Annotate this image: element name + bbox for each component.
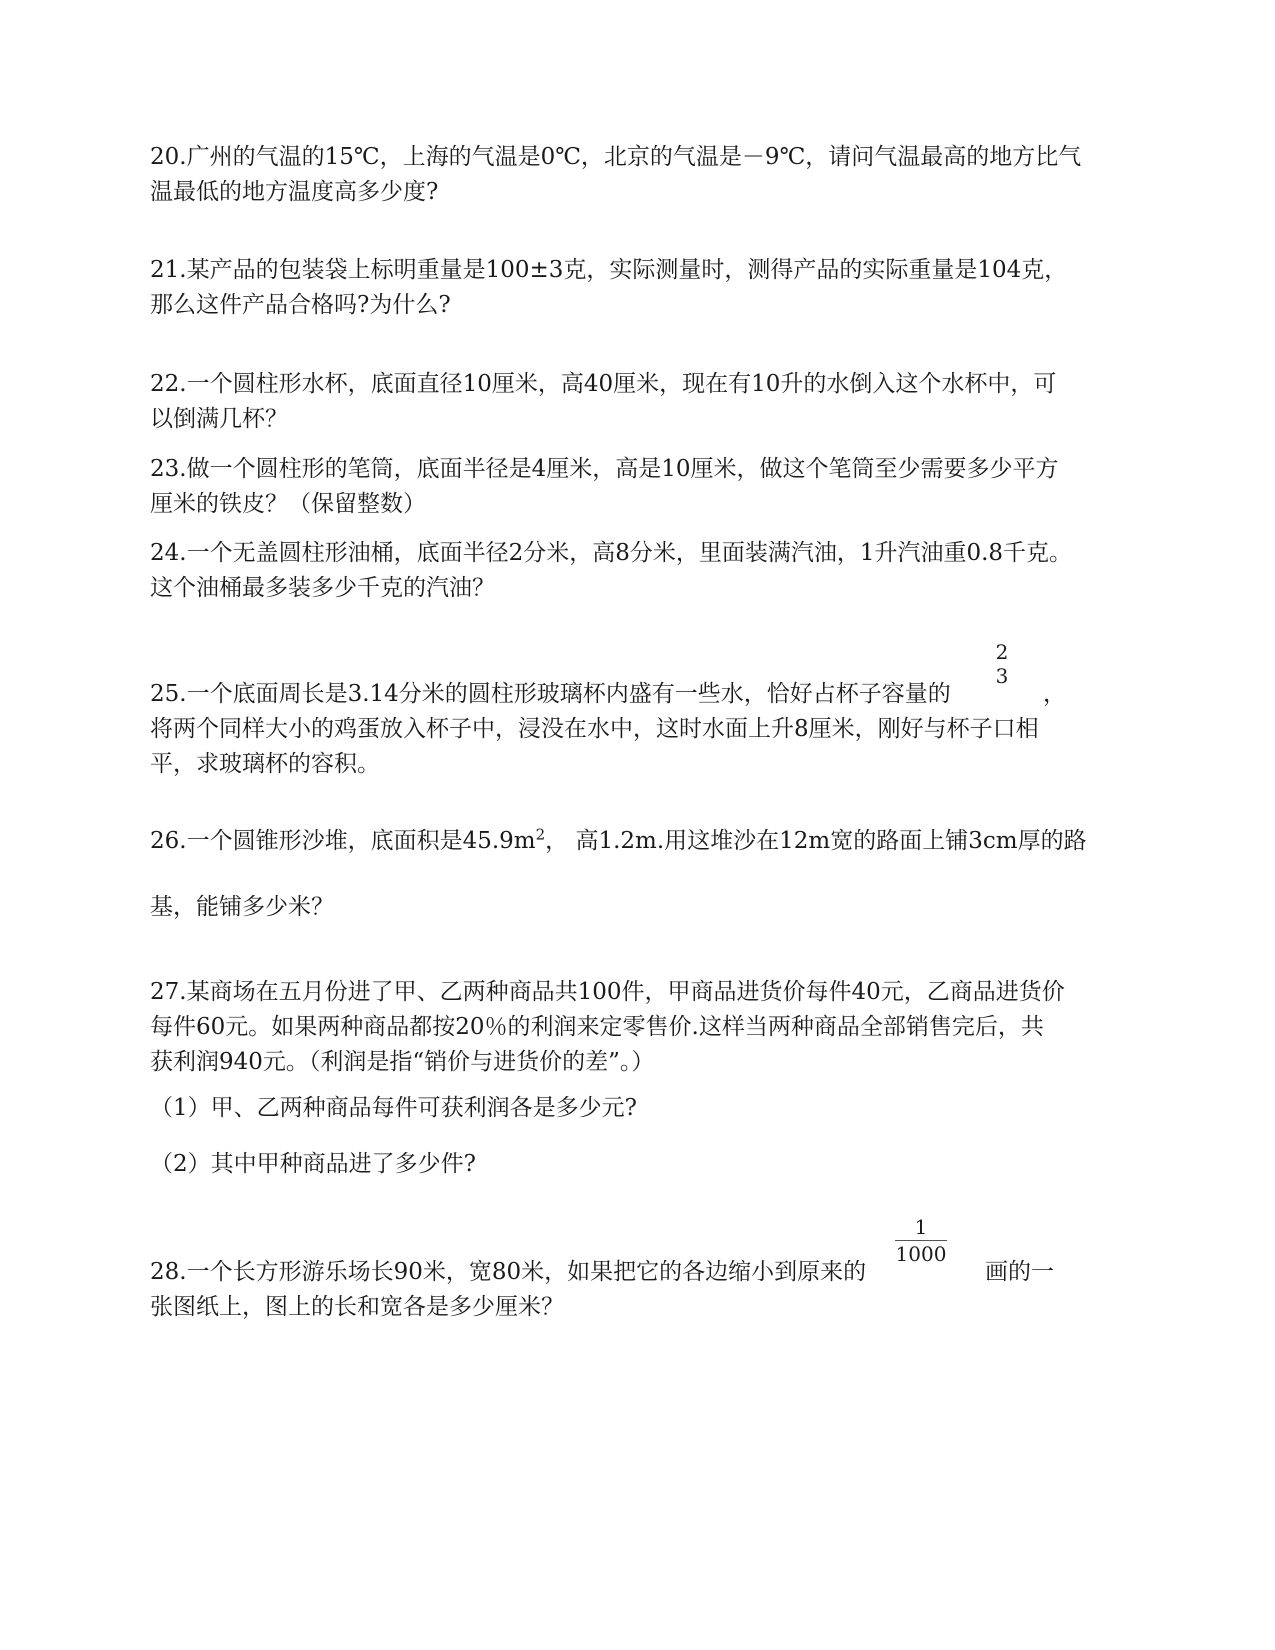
question-26-continued [150,890,1130,925]
question-28-line-2: 张图纸上，图上的长和宽各是多少厘米？ [150,1294,564,1320]
question-27-line-1: 27.某商场在五月份进了甲、乙两种商品共100件，甲商品进货价每件40元，乙商品进货价 [150,979,1065,1005]
question-23 [150,452,1130,522]
fraction-numerator: 2 [995,640,1009,664]
question-27-line-2: 每件60元。如果两种商品都按20％的利润来定零售价.这样当两种商品全部销售完后，共 [150,1014,1044,1040]
question-28-line-1 [150,1255,1130,1290]
question-26 [150,824,1130,859]
fraction-numerator: 1 [914,1215,928,1239]
question-22-line-2: 以倒满几杯？ [150,406,288,432]
question-27-sub-2-text: （2）其中甲种商品进了多少件? [150,1151,476,1177]
question-20 [150,140,1130,210]
superscript-2: 2 [535,825,546,844]
question-20-line-1: 20.广州的气温的15℃，上海的气温是0℃，北京的气温是－9℃，请问气温最高的地方比气 [150,144,1082,170]
fraction-denominator: 1000 [895,1242,947,1266]
question-22 [150,367,1130,437]
question-25 [150,677,1130,782]
question-24-line-2: 这个油桶最多装多少千克的汽油？ [150,575,495,601]
question-21-line-2: 那么这件产品合格吗?为什么? [150,292,451,318]
question-24 [150,536,1130,606]
question-25-line-2: 将两个同样大小的鸡蛋放入杯子中，浸没在水中，这时水面上升8厘米，刚好与杯子口相 [150,716,1039,742]
question-25-line-1 [150,677,1130,712]
question-23-line-1: 23.做一个圆柱形的笔筒，底面半径是4厘米，高是10厘米，做这个笔筒至少需要多少平方 [150,456,1059,482]
question-25-line-3: 平，求玻璃杯的容积。 [150,751,380,777]
question-24-line-1: 24.一个无盖圆柱形油桶，底面半径2分米，高8分米，里面装满汽油，1升汽油重0.8千克。 [150,540,1073,566]
question-28 [150,1255,1130,1325]
question-25-line-1-text: 25.一个底面周长是3.14分米的圆柱形玻璃杯内盛有一些水，恰好占杯子容量的 [150,681,951,707]
question-25-line-1-end: ， [1043,681,1066,707]
question-28-line-1-end: 画的一 [985,1259,1054,1285]
question-21 [150,253,1130,323]
question-27 [150,975,1130,1080]
question-20-line-2: 温最低的地方温度高多少度? [150,179,439,205]
question-22-line-1: 22.一个圆柱形水杯，底面直径10厘米，高40厘米，现在有10升的水倒入这个水杯中，可 [150,371,1057,397]
question-26-line-1-part-b: ， 高1.2m.用这堆沙在12m宽的路面上铺3cm厚的路 [545,828,1087,854]
question-26-line-2: 基，能铺多少米？ [150,894,334,920]
question-27-line-3: 获利润940元。（利润是指“销价与进货价的差”。） [150,1049,655,1075]
fraction-bar [895,1240,947,1241]
question-27-sub-2 [150,1147,1130,1182]
question-21-line-1: 21.某产品的包装袋上标明重量是100±3克，实际测量时，测得产品的实际重量是104克， [150,257,1068,283]
question-28-line-1-text: 28.一个长方形游乐场长90米，宽80米，如果把它的各边缩小到原来的 [150,1259,867,1285]
question-27-sub-1-text: （1）甲、乙两种商品每件可获利润各是多少元? [150,1095,637,1121]
question-23-line-2: 厘米的铁皮？（保留整数） [150,491,426,517]
fraction-denominator: 3 [995,664,1009,688]
question-26-line-1 [150,824,1130,859]
question-26-line-1-part-a: 26.一个圆锥形沙堆，底面积是45.9m [150,828,536,854]
question-27-sub-1 [150,1091,1130,1126]
